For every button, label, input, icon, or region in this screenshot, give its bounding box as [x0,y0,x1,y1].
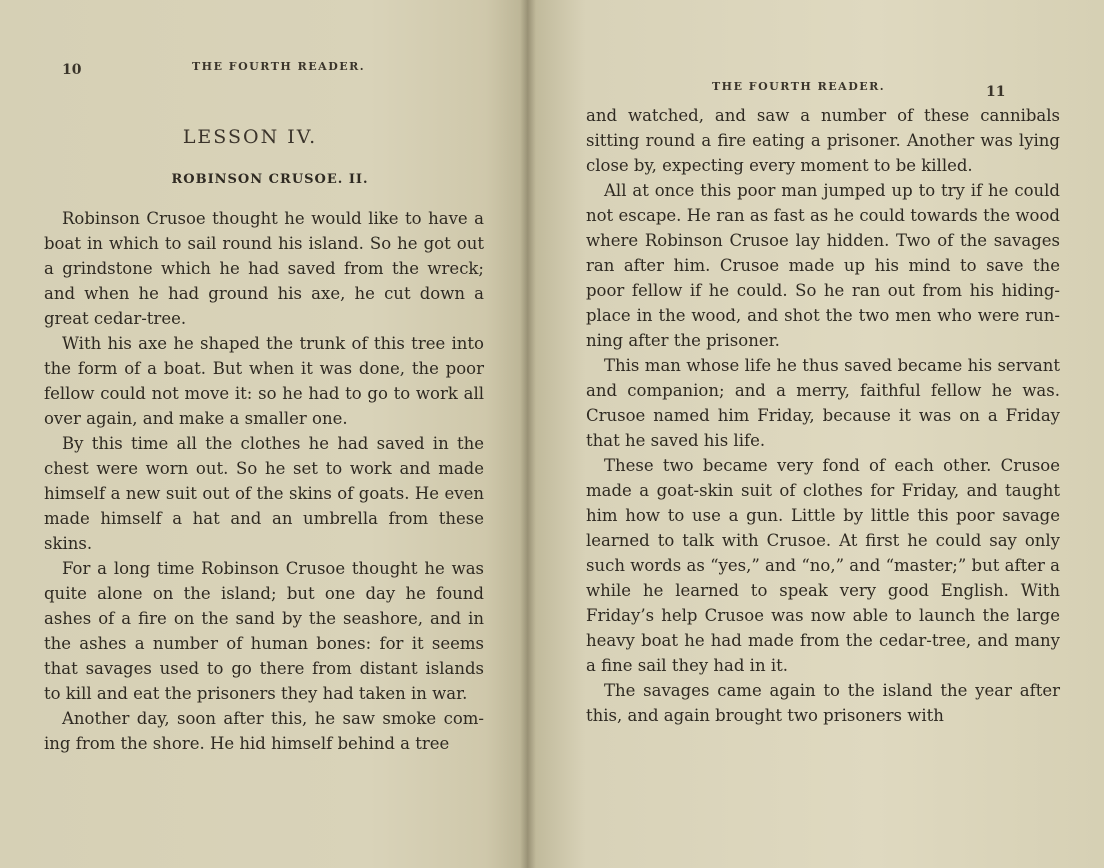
left-page [0,0,528,868]
paragraph: and watched, and saw a number of these cannibals sitting round a fire eating a prisoner. Another was lying close by, expecting every moment to be killed. [586,106,1060,175]
paragraph: The savages came again to the island the year after this, and again brought two prisoners with [586,681,1060,725]
book-gutter [520,0,536,868]
right-running-head: THE FOURTH READER. [712,80,886,93]
paragraph: For a long time Robinson Crusoe thought he was quite alone on the island; but one day he found ashes of a fire on the sand by the seashore, and in the ashes a number of human bones: for it seems that savages used to go there from distant islands to kill and eat the prisoners they had taken in war. [44,559,484,703]
paragraph: These two became very fond of each other. Crusoe made a goat-skin suit of clothes for Friday, and taught him how to use a gun. Little by little this poor savage learned to talk with Crusoe. At first he could say only such words as “yes,” and “no,” and “master;” but after a while he learned to speak very good English. With Friday’s help Crusoe was now able to launch the large heavy boat he had made from the cedar-tree, and many a fine sail they had in it. [586,456,1060,675]
lesson-subtitle: ROBINSON CRUSOE. II. [171,172,369,187]
paragraph: All at once this poor man jumped up to try if he could not escape. He ran as fast as he could towards the wood where Robinson Crusoe lay hidden. Two of the savages ran after him. Crusoe made up his mind to save the poor fellow if he could. So he ran out from his hiding-place in the wood, and shot the two men who were run- ning after the prisoner. [586,181,1060,350]
paragraph: Robinson Crusoe thought he would like to have a boat in which to sail round his island. So he got out a grindstone which he had saved from the wreck; and when he had ground his axe, he cut down a great cedar-tree. [44,209,484,328]
paragraph: Another day, soon after this, he saw smoke com- ing from the shore. He hid himself behind a tree [44,709,484,753]
right-page-number: 11 [986,84,1006,100]
left-running-head: THE FOURTH READER. [192,60,366,73]
paragraph: By this time all the clothes he had saved in the chest were worn out. So he set to work and made himself a new suit out of the skins of goats. He even made himself a hat and an umbrella from these skins. [44,434,484,553]
right-page-text [586,103,1060,728]
left-page-text [44,206,484,756]
paragraph: This man whose life he thus saved became his servant and companion; and a merry, faithful fellow he was. Crusoe named him Friday, because it was on a Friday that he saved his life. [586,356,1060,450]
paragraph: With his axe he shaped the trunk of this tree into the form of a boat. But when it was done, the poor fellow could not move it: so he had to go to work all over again, and make a smaller one. [44,334,484,428]
lesson-title: LESSON IV. [182,126,318,148]
right-page [528,0,1104,868]
left-page-number: 10 [62,62,82,78]
